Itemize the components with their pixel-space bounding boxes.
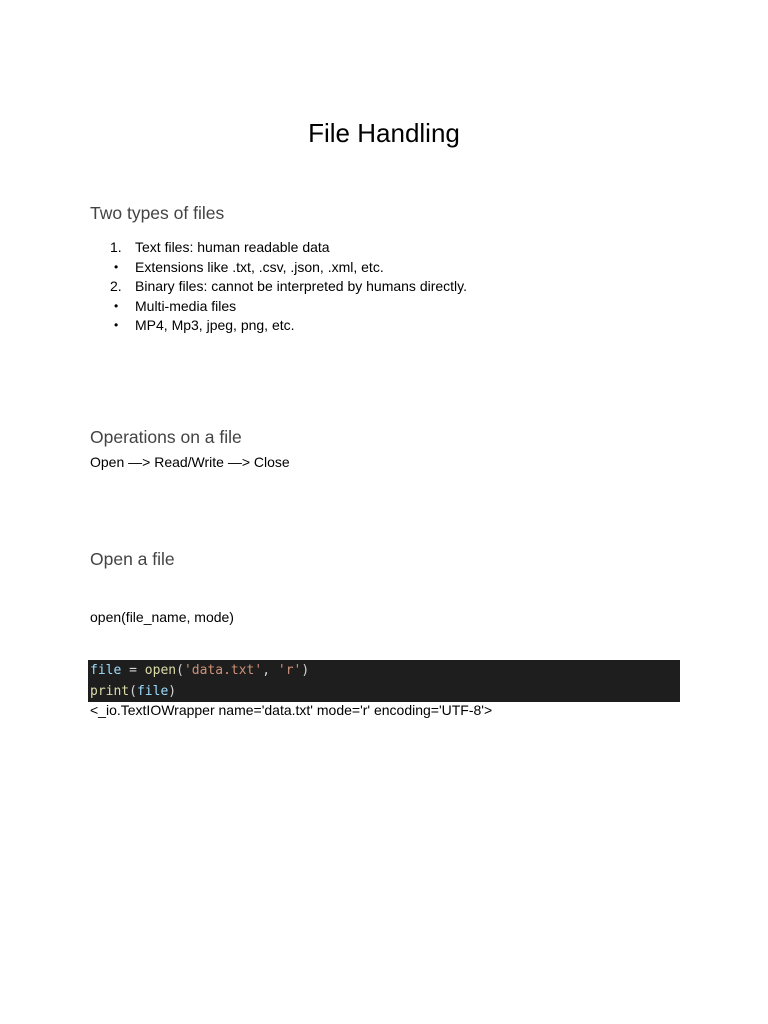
list-item: [90, 316, 467, 336]
open-syntax-text: open(file_name, mode): [90, 609, 234, 625]
code-punctuation: (: [176, 663, 184, 678]
code-block: [88, 660, 680, 702]
list-item: [90, 258, 467, 278]
file-types-list: [90, 238, 467, 336]
code-output: <_io.TextIOWrapper name='data.txt' mode='r' encoding='UTF-8'>: [90, 702, 493, 718]
list-item-text: Binary files: cannot be interpreted by humans directly.: [135, 278, 468, 295]
list-item-text: Extensions like .txt, .csv, .json, .xml, etc.: [135, 258, 384, 275]
list-number-marker: 1.: [110, 239, 122, 255]
list-item: [90, 238, 467, 258]
list-item-text: Text files: human readable data: [135, 239, 330, 255]
code-punctuation: ): [168, 684, 177, 699]
code-function: print: [90, 684, 130, 699]
section-heading-file-types: Two types of files: [90, 203, 225, 223]
page-title: File Handling: [308, 118, 460, 148]
code-punctuation: ,: [262, 663, 278, 678]
code-operator: =: [121, 663, 145, 678]
list-item: [90, 297, 467, 317]
code-variable: file: [136, 684, 169, 699]
code-punctuation: ): [301, 663, 310, 678]
list-item-text: MP4, Mp3, jpeg, png, etc.: [135, 317, 295, 334]
list-number-marker: 2.: [110, 278, 122, 295]
code-line-1: [90, 660, 680, 681]
code-string: 'r': [277, 663, 302, 678]
code-punctuation: (: [129, 684, 137, 699]
section-heading-operations: Operations on a file: [90, 427, 242, 447]
bullet-marker: •: [114, 318, 119, 333]
code-line-2: [90, 681, 680, 702]
bullet-marker: •: [114, 259, 119, 274]
code-variable: file: [90, 663, 122, 678]
operations-flow-text: Open —> Read/Write —> Close: [90, 454, 290, 470]
code-function: open: [144, 663, 177, 678]
list-item-text: Multi-media files: [135, 297, 237, 314]
bullet-marker: •: [114, 298, 119, 313]
list-item: [90, 277, 467, 297]
code-string: 'data.txt': [183, 663, 263, 678]
section-heading-open-file: Open a file: [90, 549, 175, 569]
